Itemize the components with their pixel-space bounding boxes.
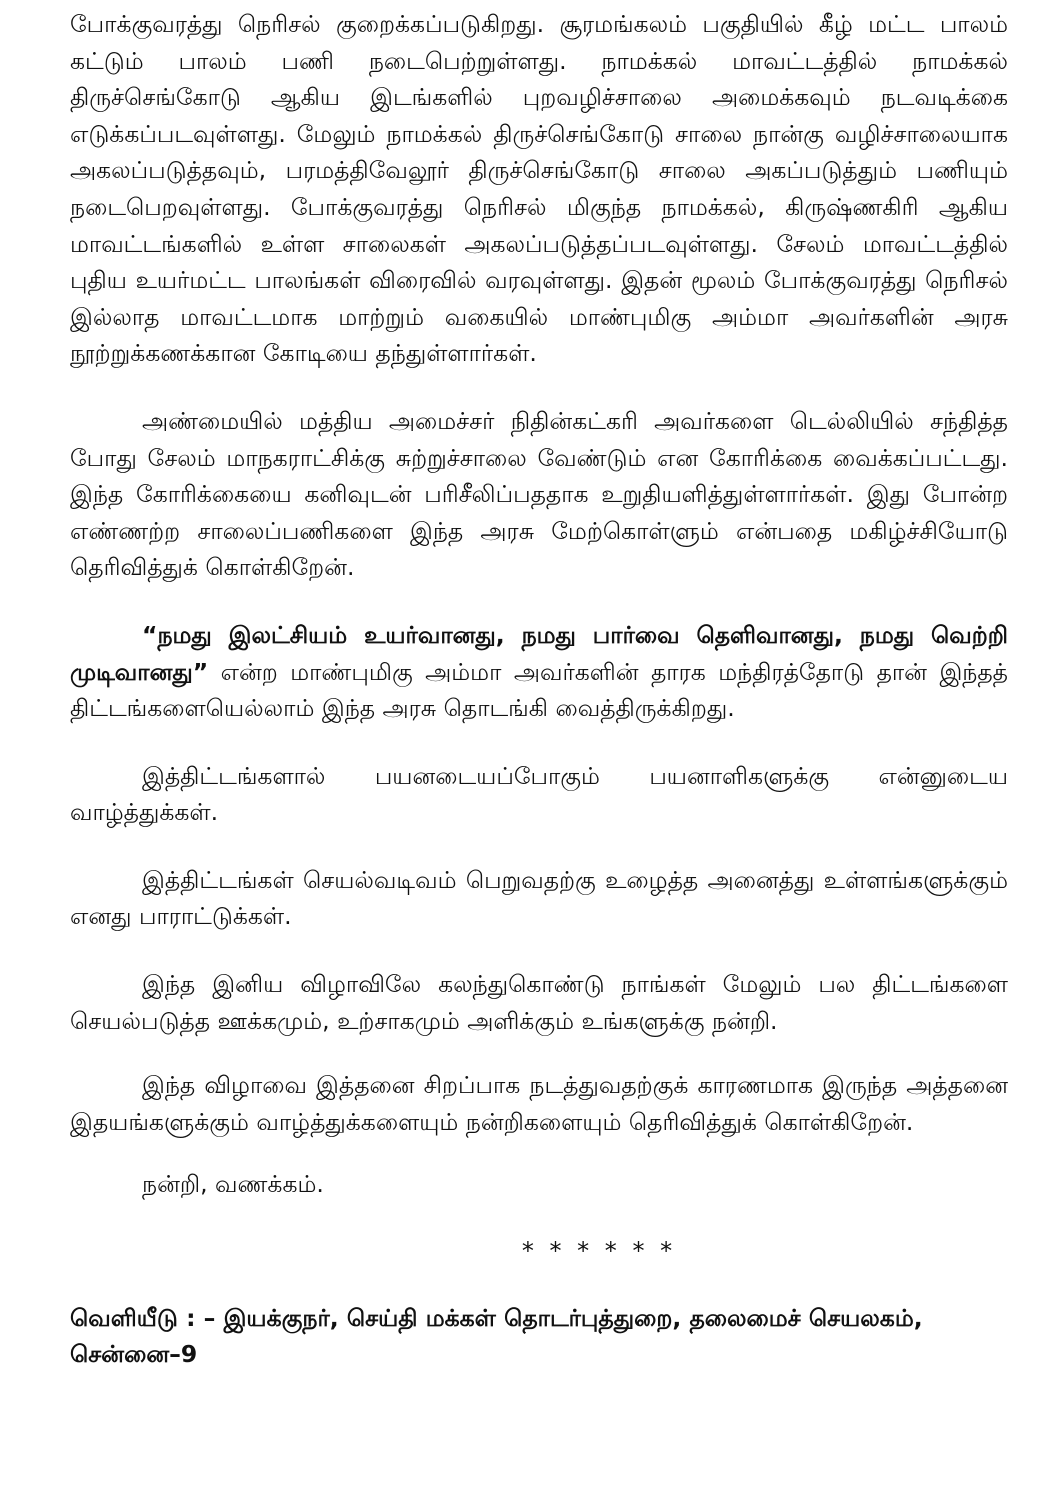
section-separator: * * * * * * <box>521 1237 677 1266</box>
motto-continuation: என்ற மாண்புமிகு அம்மா அவர்களின் தாரக மந்திரத்தோடு தான் இந்தத் திட்டங்களையெல்லாம் இந்த அரசு தொடங்கி வைத்திருக்கிறது. <box>70 657 1008 723</box>
paragraph-thanks-organizers: இந்த விழாவை இத்தனை சிறப்பாக நடத்துவதற்குக் காரணமாக இருந்த அத்தனை இதயங்களுக்கும் வாழ்த்துக்களையும் நன்றிகளையும் தெரிவித்துக் கொள்கிறேன். <box>70 1071 1008 1136</box>
paragraph-closing: நன்றி, வணக்கம். <box>142 1170 324 1199</box>
paragraph-ring-road-request: அண்மையில் மத்திய அமைச்சர் நிதின்கட்கரி அவர்களை டெல்லியில் சந்தித்த போது சேலம் மாநகராட்சிக்கு சுற்றுச்சாலை வேண்டும் என கோரிக்கை வைக்கப்பட்டது. இந்த கோரிக்கையை கனிவுடன் பரிசீலிப்பததாக உறுதியளித்துள்ளார்கள். இது போன்ற எண்ணற்ற சாலைப்பணிகளை இந்த அரசு மேற்கொள்ளும் என்பதை மகிழ்ச்சியோடு தெரிவித்துக் கொள்கிறேன். <box>70 406 1008 582</box>
paragraph-appreciation: இத்திட்டங்கள் செயல்வடிவம் பெறுவதற்கு உழைத்த அனைத்து உள்ளங்களுக்கும் எனது பாராட்டுக்கள். <box>70 865 1008 931</box>
document-page <box>70 6 1008 1373</box>
paragraph-beneficiaries-wishes: இத்திட்டங்களால் பயனடையப்போகும் பயனாளிகளுக்கு என்னுடைய வாழ்த்துக்கள். <box>70 761 1008 827</box>
paragraph-thanks-attendees: இந்த இனிய விழாவிலே கலந்துகொண்டு நாங்கள் மேலும் பல திட்டங்களை செயல்படுத்த ஊக்கமும், உற்சாகமும் அளிக்கும் உங்களுக்கு நன்றி. <box>70 970 1008 1035</box>
motto-quote: “நமது இலட்சியம் உயர்வானது, நமது பார்வை தெளிவானது, நமது வெற்றி முடிவானது” <box>70 620 1008 686</box>
paragraph-motto <box>70 617 1008 727</box>
release-footer: வெளியீடு : – இயக்குநர், செய்தி மக்கள் தொடர்புத்துறை, தலைமைச் செயலகம், சென்னை–9 <box>70 1303 923 1369</box>
paragraph-traffic-projects: போக்குவரத்து நெரிசல் குறைக்கப்படுகிறது. சூரமங்கலம் பகுதியில் கீழ் மட்ட பாலம் கட்டும் பாலம் பணி நடைபெற்றுள்ளது. நாமக்கல் மாவட்டத்தில் நாமக்கல் திருச்செங்கோடு ஆகிய இடங்களில் புறவழிச்சாலை அமைக்கவும் நடவடிக்கை எடுக்கப்படவுள்ளது. மேலும் நாமக்கல் திருச்செங்கோடு சாலை நான்கு வழிச்சாலையாக அகலப்படுத்தவும், பரமத்திவேலூர் திருச்செங்கோடு சாலை அகப்படுத்தும் பணியும் நடைபெறவுள்ளது. போக்குவரத்து நெரிசல் மிகுந்த நாமக்கல், கிருஷ்ணகிரி ஆகிய மாவட்டங்களில் உள்ள சாலைகள் அகலப்படுத்தப்படவுள்ளது. சேலம் மாவட்டத்தில் புதிய உயர்மட்ட பாலங்கள் விரைவில் வரவுள்ளது. இதன் மூலம் போக்குவரத்து நெரிசல் இல்லாத மாவட்டமாக மாற்றும் வகையில் மாண்புமிகு அம்மா அவர்களின் அரசு நூற்றுக்கணக்கான கோடியை தந்துள்ளார்கள். <box>70 10 1008 368</box>
